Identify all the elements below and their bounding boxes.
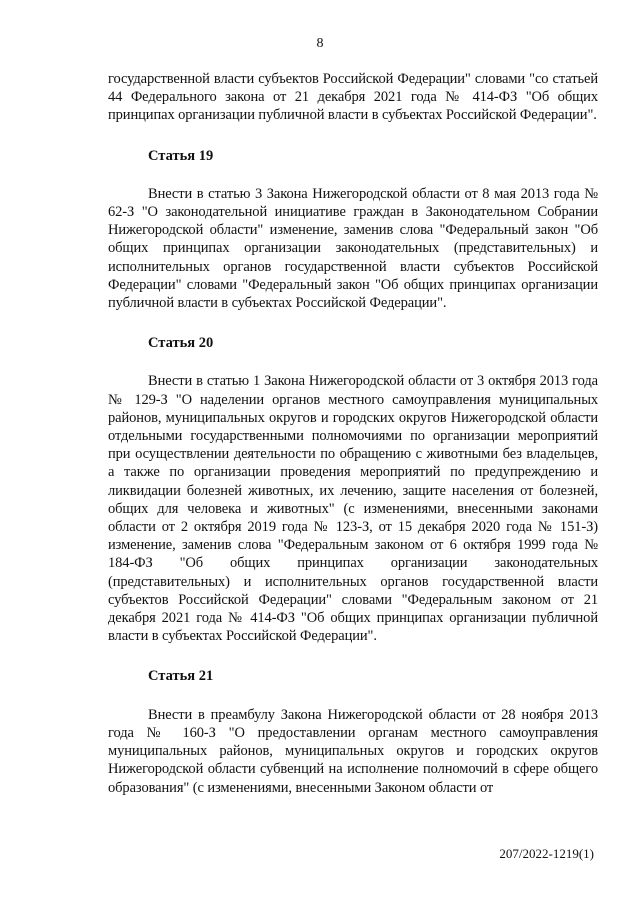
article-19-text: Внести в статью 3 Закона Нижегородской области от 8 мая 2013 года № 62-З "О законодательной инициативе граждан в Законодательном Собрании Нижегородской области" изменение, заменив слова "Федеральный закон "Об общих принципах организации законодательных (представительных) и исполнительных органов государственной власти субъектов Российской Федерации" словами "Федеральный закон "Об общих принципах организации публичной власти в субъектах Российской Федерации". bbox=[108, 185, 598, 312]
document-code: 207/2022-1219(1) bbox=[499, 846, 594, 861]
article-20-heading: Статья 20 bbox=[148, 335, 214, 352]
paragraph-continued: государственной власти субъектов Российской Федерации" словами "со статьей 44 Федерального закона от 21 декабря 2021 года № 414-ФЗ "Об общих принципах организации публичной власти в субъектах Российской Федерации". bbox=[108, 71, 598, 124]
document-body bbox=[108, 70, 598, 797]
article-21-text: Внести в преамбулу Закона Нижегородской области от 28 ноября 2013 года № 160-З "О предоставлении органам местного самоуправления муниципальных районов, муниципальных округов и городских округов Нижегородской области субвенций на исполнение полномочий в сфере общего образования" (с изменениями, внесенными Законом области от bbox=[108, 706, 598, 796]
article-21-heading: Статья 21 bbox=[148, 668, 214, 685]
article-19-heading: Статья 19 bbox=[148, 147, 214, 164]
page-number: 8 bbox=[316, 36, 324, 51]
article-20-text: Внести в статью 1 Закона Нижегородской области от 3 октября 2013 года № 129-З "О наделении органов местного самоуправления муниципальных районов, муниципальных округов и городских округов Нижегородской области отдельными государственными полномочиями по организации мероприятий при осуществлении деятельности по обращению с животными без владельцев, а также по организации проведения мероприятий по предупреждению и ликвидации болезней животных, их лечению, защите населения от болезней, общих для человека и животных" (с изменениями, внесенными законами области от 2 октября 2019 года № 123-З, от 15 декабря 2020 года № 151-З) изменение, заменив слова "Федеральным законом от 6 октября 1999 года № 184-ФЗ "Об общих принципах организации законодательных (представительных) и исполнительных органов государственной власти субъектов Российской Федерации" словами "Федеральным законом от 21 декабря 2021 года № 414-ФЗ "Об общих принципах организации публичной власти в субъектах Российской Федерации". bbox=[108, 373, 598, 645]
